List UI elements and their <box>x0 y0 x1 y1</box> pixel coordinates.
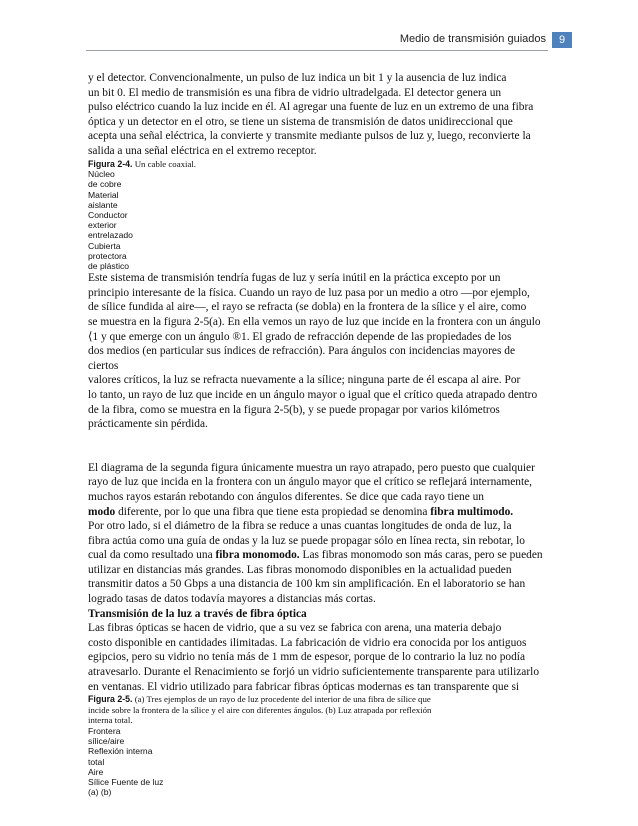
header-title: Medio de transmisión guiados <box>399 33 546 45</box>
text-line: muchos rayos estarán rebotando con ángulos diferentes. Se dice que cada rayo tiene un <box>88 490 484 503</box>
text-line: y el detector. Convencionalmente, un pulso de luz indica un bit 1 y la ausencia de luz indica <box>88 72 507 84</box>
term-fibra-multimodo: fibra multimodo. <box>430 505 514 518</box>
text-line: transmitir datos a 50 Gbps a una distancia de 100 km sin amplificación. En el laboratorio se han <box>88 578 526 591</box>
term-modo: modo <box>88 505 116 518</box>
figure-label-text: sílice/aire <box>88 736 125 747</box>
figure-label-text: Aire <box>88 766 104 777</box>
figure-caption-text: Un cable coaxial. <box>134 158 196 169</box>
text-line: Este sistema de transmisión tendría fugas de luz y sería inútil en la práctica excepto por un <box>88 272 501 285</box>
figure-2-4 <box>88 159 550 272</box>
figure-label-text: Cubierta <box>88 240 121 251</box>
text-line: pulso eléctrico cuando la luz incide en él. Al agregar una fuente de luz en un extremo de una fibra <box>88 101 534 114</box>
paragraph-refraction <box>88 271 550 432</box>
figure-label-text: Conductor <box>88 209 128 220</box>
text-span: diferente, por lo que una fibra que tiene esta propiedad se denomina <box>115 505 431 518</box>
text-line: valores críticos, la luz se refracta nuevamente a la sílice; ninguna parte de él escapa al aire. Por <box>88 374 521 387</box>
text-line: lo tanto, un rayo de luz que incide en un ángulo mayor o igual que el crítico queda atrapado dentro <box>88 388 538 401</box>
figure-label-text: Sílice Fuente de luz <box>88 777 164 788</box>
figure-label-text: total <box>88 756 105 767</box>
text-line: fibra actúa como una guía de ondas y la luz se puede propagar sólo en línea recta, sin rebotar, lo <box>88 534 525 547</box>
page-header <box>0 32 638 48</box>
figure-label-text: protectora <box>88 250 127 261</box>
text-line: ciertos <box>88 359 119 372</box>
figure-label-text: Núcleo <box>88 169 115 180</box>
figure-label: Figura 2-4. <box>88 158 133 169</box>
figure-caption <box>88 159 550 170</box>
figure-label-text: entrelazado <box>88 230 133 241</box>
text-line: de la fibra, como se muestra en la figura 2-5(b), y se puede propagar por varios kilómetros <box>88 403 500 416</box>
paragraph-multimode <box>88 461 550 607</box>
text-line: egipcios, pero su vidrio no tenía más de 1 mm de espesor, porque de lo contrario la luz no podía <box>88 651 526 664</box>
text-line: costo disponible en cantidades ilimitadas. La fabricación de vidrio era conocida por los antiguos <box>88 636 527 649</box>
term-fibra-monomodo: fibra monomodo. <box>215 549 300 562</box>
text-line: óptica y un detector en el otro, se tiene un sistema de transmisión de datos unidireccional que <box>88 115 513 128</box>
text-line: Las fibras ópticas se hacen de vidrio, que a su vez se fabrica con arena, una materia debajo <box>88 622 502 635</box>
text-span: cual da como resultado una <box>88 549 216 562</box>
page-body <box>88 71 550 797</box>
figure-label-text: (a) (b) <box>88 787 112 798</box>
header-divider <box>86 50 548 51</box>
text-line: atravesarlo. Durante el Renacimiento se forjó un vidrio suficientemente transparente para utilizarlo <box>88 666 540 679</box>
figure-label-text: exterior <box>88 220 117 231</box>
text-line: en ventanas. El vidrio utilizado para fabricar fibras ópticas modernas es tan transparente que si <box>88 680 520 693</box>
paragraph-glass <box>88 621 550 694</box>
figure-label-text: de cobre <box>88 179 122 190</box>
text-line <box>88 548 550 563</box>
figure-2-5 <box>88 694 550 797</box>
text-line: se muestra en la figura 2-5(a). En ella vemos un rayo de luz que incide en la frontera con un ángulo <box>88 315 541 328</box>
text-line: ⟨1 y que emerge con un ángulo ®1. El grado de refracción depende de las propiedades de los <box>88 330 512 343</box>
text-line: principio interesante de la física. Cuando un rayo de luz pasa por un medio a otro —por ejemplo, <box>88 286 530 299</box>
figure-caption <box>88 694 550 705</box>
figure-caption-text: (a) Tres ejemplos de un rayo de luz procedente del interior de una fibra de sílice que <box>134 694 431 705</box>
figure-label-text: Material <box>88 189 119 200</box>
paragraph-gap <box>88 432 550 461</box>
figure-label: Figura 2-5. <box>88 694 133 705</box>
figure-label-text: Frontera <box>88 726 121 736</box>
text-line: acepta una señal eléctrica, la convierte y transmite mediante pulsos de luz y, luego, reconvierte la <box>88 130 531 143</box>
figure-label-text: aislante <box>88 199 118 210</box>
text-line: salida a una señal eléctrica en el extremo receptor. <box>88 144 317 157</box>
text-line: un bit 0. El medio de transmisión es una fibra de vidrio ultradelgada. El detector genera un <box>88 86 502 99</box>
text-line: prácticamente sin pérdida. <box>88 418 208 431</box>
text-line <box>88 505 550 520</box>
text-line: rayo de luz que incida en la frontera con un ángulo mayor que el crítico se reflejará internamente, <box>88 476 533 489</box>
text-line: logrado tasas de datos todavía mayores a distancias más cortas. <box>88 593 376 606</box>
text-line: de sílice fundida al aire—, el rayo se refracta (se dobla) en la frontera de la sílice y el aire, como <box>88 301 527 314</box>
figure-caption-text: incide sobre la frontera de la sílice y el aire con diferentes ángulos. (b) Luz atrapada por reflexión <box>88 704 432 715</box>
text-line: El diagrama de la segunda figura únicamente muestra un rayo atrapado, pero puesto que cualquier <box>88 461 535 474</box>
text-line: Por otro lado, si el diámetro de la fibra se reduce a unas cuantas longitudes de onda de luz, la <box>88 520 512 533</box>
text-line: utilizar en distancias más grandes. Las fibras monomodo disponibles en la actualidad pueden <box>88 563 512 576</box>
figure-caption-text: interna total. <box>88 715 133 726</box>
figure-label-text: de plástico <box>88 260 130 271</box>
page-number-badge: 9 <box>552 32 572 48</box>
paragraph-intro <box>88 71 550 159</box>
text-line: dos medios (en particular sus índices de refracción). Para ángulos con incidencias mayores de <box>88 345 515 358</box>
text-span: Las fibras monomodo son más caras, pero se pueden <box>299 549 543 562</box>
figure-label-text: Reflexión interna <box>88 746 153 757</box>
section-heading: Transmisión de la luz a través de fibra óptica <box>88 607 307 620</box>
